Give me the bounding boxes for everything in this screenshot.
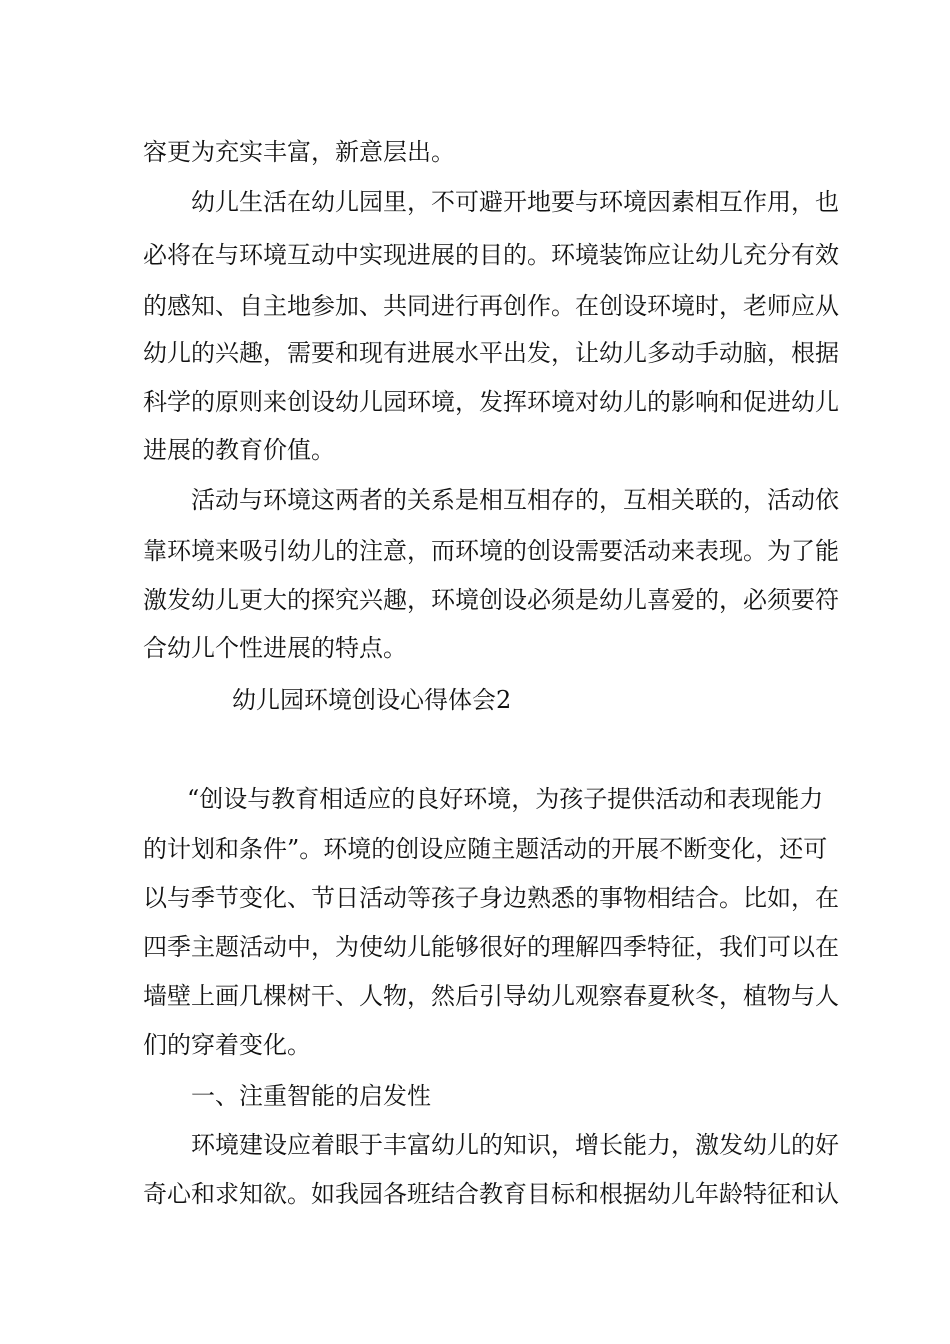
text-line: 们的穿着变化。 (143, 1031, 311, 1059)
text-line: 激发幼儿更大的探究兴趣，环境创设必须是幼儿喜爱的，必须要符 (143, 586, 839, 614)
paragraph-first-line: “创设与教育相适应的良好环境，为孩子提供活动和表现能力 (187, 785, 824, 813)
text-line: 的计划和条件”。环境的创设应随主题活动的开展不断变化，还可 (143, 835, 828, 863)
text-line: 科学的原则来创设幼儿园环境，发挥环境对幼儿的影响和促进幼儿 (143, 388, 839, 416)
paragraph-first-line: 幼儿生活在幼儿园里，不可避开地要与环境因素相互作用，也 (191, 188, 839, 216)
text-line: 墙壁上画几棵树干、人物，然后引导幼儿观察春夏秋冬，植物与人 (143, 982, 839, 1010)
text-line: 的感知、自主地参加、共同进行再创作。在创设环境时，老师应从 (143, 292, 839, 320)
section-heading: 一、注重智能的启发性 (191, 1082, 431, 1110)
text-line: 容更为充实丰富，新意层出。 (143, 138, 455, 166)
text-line: 幼儿的兴趣，需要和现有进展水平出发，让幼儿多动手动脑，根据 (143, 339, 839, 367)
text-line: 奇心和求知欲。如我园各班结合教育目标和根据幼儿年龄特征和认 (143, 1180, 839, 1208)
text-line: 四季主题活动中，为使幼儿能够很好的理解四季特征，我们可以在 (143, 933, 839, 961)
text-line: 靠环境来吸引幼儿的注意，而环境的创设需要活动来表现。为了能 (143, 537, 839, 565)
text-line: 必将在与环境互动中实现进展的目的。环境装饰应让幼儿充分有效 (143, 241, 839, 269)
text-line: 进展的教育价值。 (143, 436, 335, 464)
text-line: 以与季节变化、节日活动等孩子身边熟悉的事物相结合。比如，在 (143, 884, 839, 912)
paragraph-first-line: 环境建设应着眼于丰富幼儿的知识，增长能力，激发幼儿的好 (191, 1131, 839, 1159)
paragraph-first-line: 活动与环境这两者的关系是相互相存的，互相关联的，活动依 (191, 486, 839, 514)
text-line: 合幼儿个性进展的特点。 (143, 634, 407, 662)
section-title: 幼儿园环境创设心得体会2 (232, 686, 512, 714)
